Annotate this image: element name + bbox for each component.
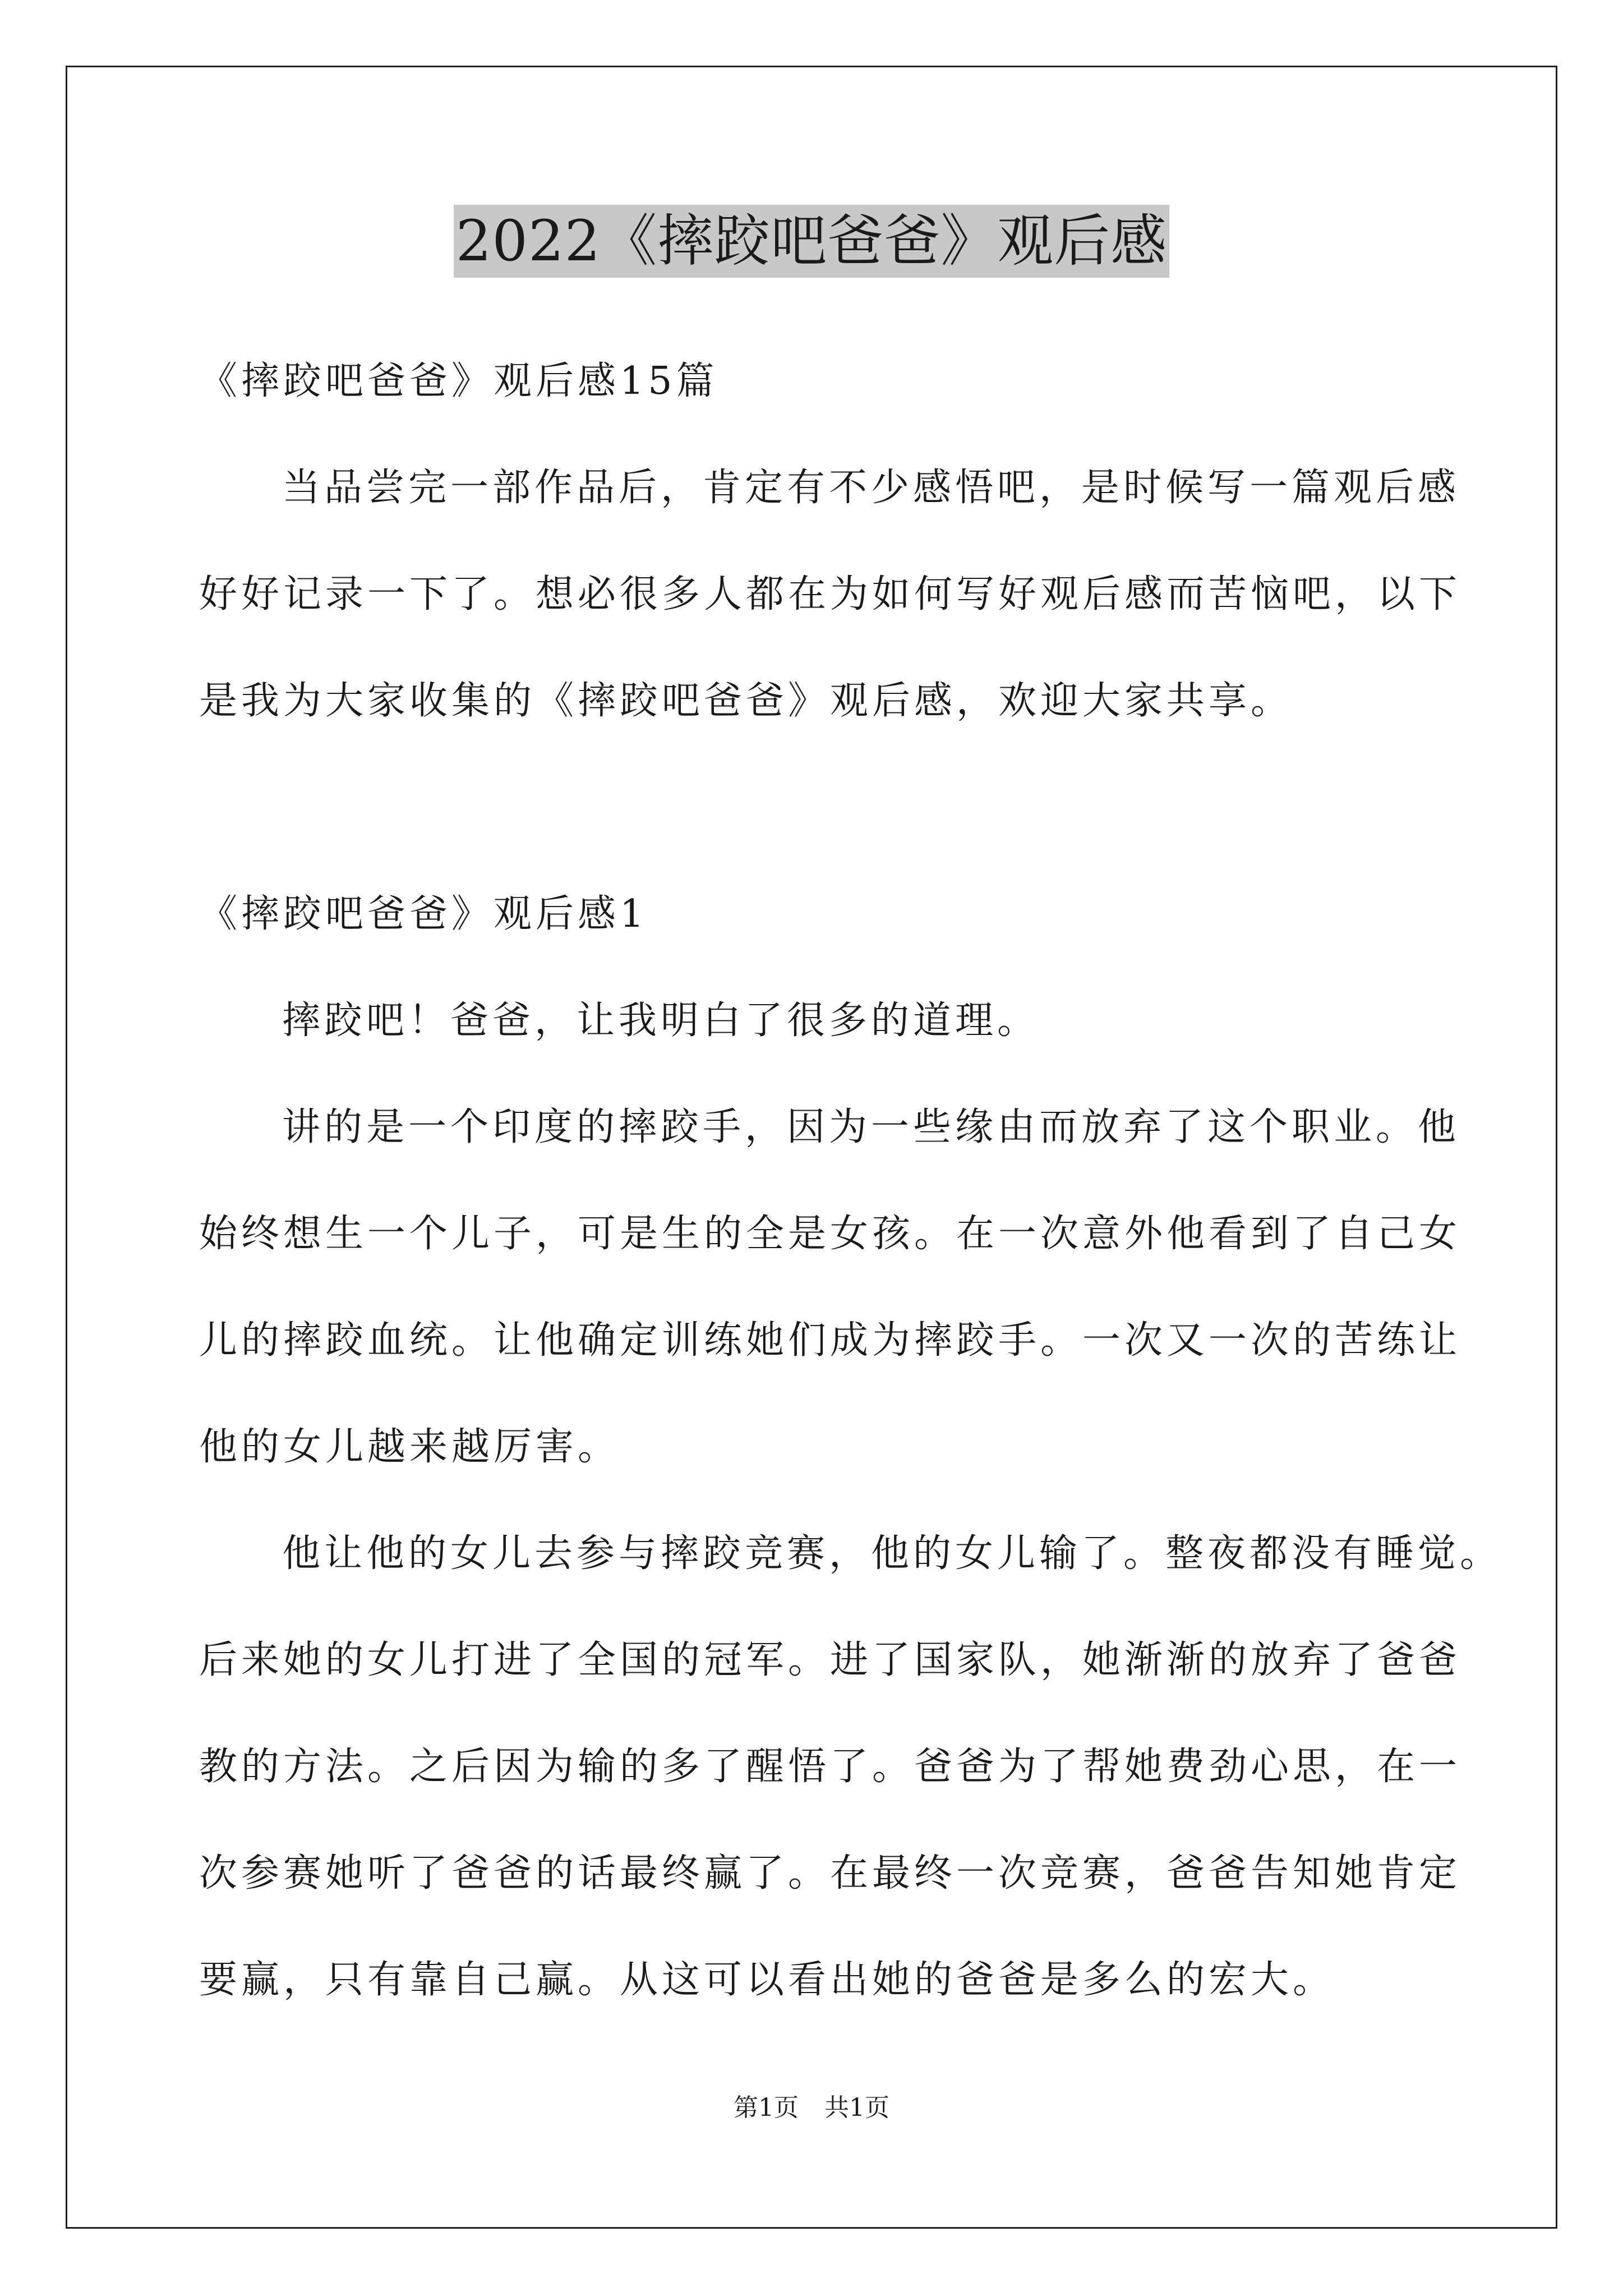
page-number: 第1页 [734,2093,799,2122]
paragraph-line: 要赢，只有靠自己赢。从这可以看出她的爸爸是多么的宏大。 [199,1958,1335,2002]
page-total: 共1页 [824,2093,889,2122]
intro-line: 是我为大家收集的《摔跤吧爸爸》观后感，欢迎大家共享。 [199,679,1293,723]
paragraph-line: 他让他的女儿去参与摔跤竞赛，他的女儿输了。整夜都没有睡觉。 [282,1531,1502,1576]
document-body [199,328,1502,2033]
title-container [0,205,1623,278]
paragraph-line: 次参赛她听了爸爸的话最终赢了。在最终一次竞赛，爸爸告知她肯定 [199,1851,1461,1895]
section-heading: 《摔跤吧爸爸》观后感1 [199,892,648,936]
blank-line [199,754,1438,861]
paragraph-line: 教的方法。之后因为输的多了醒悟了。爸爸为了帮她费劲心思，在一 [199,1745,1461,1789]
paragraph-line: 始终想生一个儿子，可是生的全是女孩。在一次意外他看到了自己女 [199,1212,1461,1256]
page-footer [0,2091,1623,2125]
paragraph-line: 摔跤吧！爸爸，让我明白了很多的道理。 [282,999,1040,1043]
subtitle: 《摔跤吧爸爸》观后感15篇 [199,359,718,403]
paragraph-line: 后来她的女儿打进了全国的冠军。进了国家队，她渐渐的放弃了爸爸 [199,1638,1461,1682]
paragraph-line: 儿的摔跤血统。让他确定训练她们成为摔跤手。一次又一次的苦练让 [199,1318,1461,1363]
paragraph-line: 讲的是一个印度的摔跤手，因为一些缘由而放弃了这个职业。他 [282,1105,1460,1149]
intro-line: 好好记录一下了。想必很多人都在为如何写好观后感而苦恼吧，以下 [199,572,1461,616]
paragraph-line: 他的女儿越来越厉害。 [199,1425,620,1469]
intro-line: 当品尝完一部作品后，肯定有不少感悟吧，是时候写一篇观后感 [282,466,1460,510]
document-title: 2022《摔跤吧爸爸》观后感 [454,205,1170,278]
